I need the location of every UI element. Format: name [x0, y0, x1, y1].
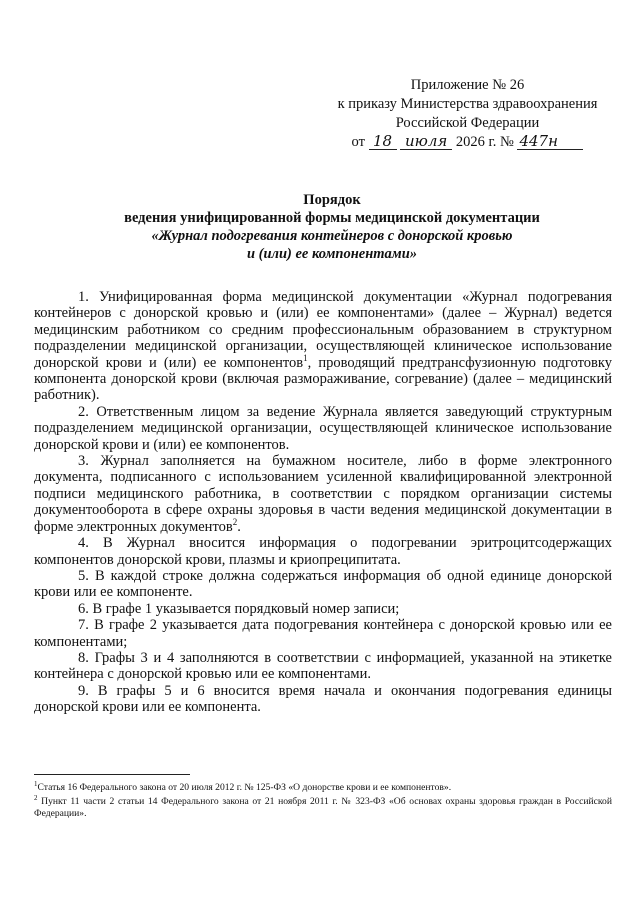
footnote-1-mark: 1 — [34, 779, 38, 788]
footnote-1-text: Статья 16 Федерального закона от 20 июля 2012 г. № 125-ФЗ «О донорстве крови и ее компонентов». — [37, 782, 452, 793]
paragraph-3 — [34, 453, 612, 535]
paragraph-3-text-a: 3. Журнал заполняется на бумажном носителе, либо в форме электронного документа, подписанного с использованием усиленной квалифицированной электронной подписи медицинского работника, в соответствии с порядком организации системы документооборота в сфере охраны здоровья в части ведения медицинской документации в форме электронных документов — [34, 453, 612, 535]
handwritten-day: 18 — [369, 133, 397, 150]
handwritten-order-number: 447н — [517, 133, 583, 150]
paragraph-1-text-b: , проводящий предтрансфузионную подготовку компонента донорской крови (включая размораживание, согревание) (далее – медицинский работник). — [34, 354, 612, 404]
footnote-2-text: Пункт 11 части 2 статьи 14 Федерального закона от 21 ноября 2011 г. № 323-ФЗ «Об основах охраны здоровья граждан в Российской Федерации». — [34, 796, 612, 819]
paragraph-2: 2. Ответственным лицом за ведение Журнала является заведующий структурным подразделением медицинской организации, осуществляющей клиническое использование донорской крови и (или) ее компонентов. — [34, 403, 612, 453]
appendix-number: Приложение № 26 — [410, 77, 525, 93]
paragraph-1-text-a: 1. Унифицированная форма медицинской документации «Журнал подогревания контейнеров с донорской кровью и (или) ее компонентами» (далее – Журнал) ведется медицинским работником со средним профессиональным образованием в структурном подразделении медицинской организации, осуществляющей клиническое использование донорской крови и (или) ее компонентов — [34, 289, 612, 371]
footnote-ref-2: 2 — [232, 516, 238, 527]
handwritten-month: июля — [400, 133, 452, 150]
appendix-header — [325, 76, 610, 152]
document-body — [34, 289, 612, 716]
order-reference: к приказу Министерства здравоохранения — [337, 96, 598, 112]
paragraph-7: 7. В графе 2 указывается дата подогревания контейнера с донорской кровью или ее компонентами; — [34, 617, 612, 650]
paragraph-8: 8. Графы 3 и 4 заполняются в соответствии с информацией, указанной на этикетке контейнера с донорской кровью или ее компонентами. — [34, 649, 612, 683]
ministry-country: Российской Федерации — [395, 115, 540, 131]
paragraph-3-text-b: . — [237, 518, 241, 535]
title-line-4: и (или) ее компонентами» — [246, 246, 418, 262]
footnote-divider — [34, 774, 190, 775]
paragraph-6: 6. В графе 1 указывается порядковый номер записи; — [78, 600, 400, 617]
date-year: 2026 г. № — [455, 134, 514, 150]
footnotes — [34, 779, 612, 822]
footnote-2-mark: 2 — [34, 793, 38, 802]
paragraph-1 — [34, 289, 612, 404]
paragraph-9: 9. В графы 5 и 6 вносится время начала и окончания подогревания единицы донорской крови или ее компонента. — [34, 682, 612, 716]
paragraph-4: 4. В Журнал вносится информация о подогревании эритроцитсодержащих компонентов донорской крови, плазмы и криопреципитата. — [34, 535, 612, 568]
date-prefix: от — [351, 134, 365, 150]
paragraph-5: 5. В каждой строке должна содержаться информация об одной единице донорской крови или ее компоненте. — [34, 567, 612, 601]
footnote-2 — [34, 793, 612, 820]
footnote-ref-1: 1 — [303, 352, 308, 363]
footnote-1 — [34, 779, 612, 794]
title-line-2: ведения унифицированной формы медицинской документации — [124, 210, 540, 226]
title-line-1: Порядок — [303, 192, 361, 208]
title-line-3: «Журнал подогревания контейнеров с донорской кровью — [151, 228, 513, 244]
order-date-line — [325, 133, 610, 152]
document-title — [96, 191, 568, 263]
